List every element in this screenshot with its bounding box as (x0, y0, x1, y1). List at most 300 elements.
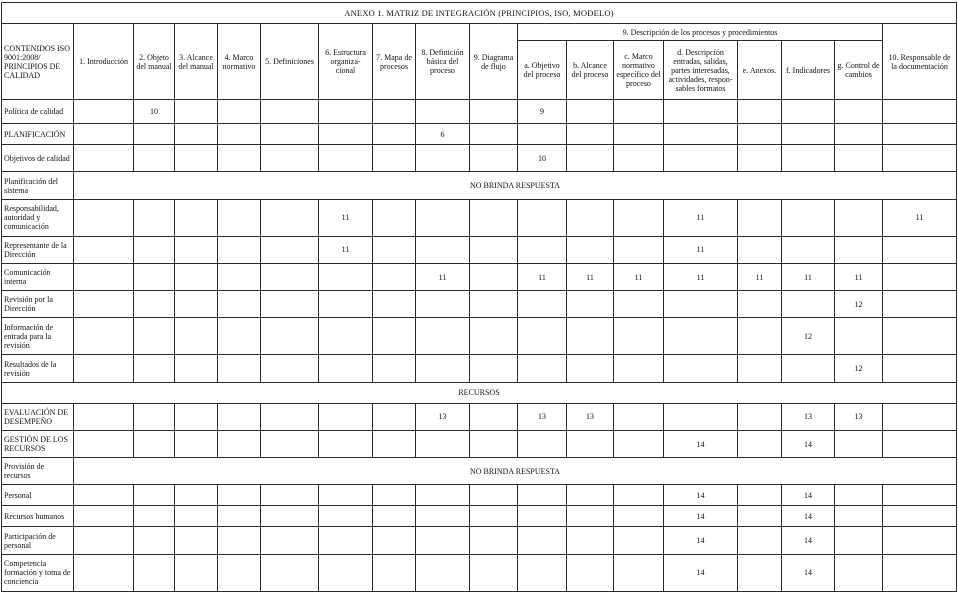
matrix-cell (835, 236, 883, 263)
matrix-cell (738, 403, 782, 430)
matrix-cell (883, 554, 957, 591)
no-response-note: NO BRINDA RESPUESTA (74, 172, 957, 199)
matrix-cell: 13 (782, 403, 835, 430)
matrix-cell (218, 430, 261, 457)
matrix-cell (614, 236, 664, 263)
table-row (2, 485, 957, 506)
matrix-cell (319, 527, 373, 554)
matrix-cell: 13 (835, 403, 883, 430)
matrix-cell: 11 (664, 199, 738, 236)
matrix-cell (373, 145, 416, 172)
matrix-cell (518, 355, 567, 382)
matrix-cell (134, 145, 175, 172)
matrix-cell (614, 485, 664, 506)
matrix-cell (470, 199, 518, 236)
matrix-cell: 13 (567, 403, 614, 430)
matrix-cell (567, 506, 614, 527)
matrix-cell (416, 485, 470, 506)
matrix-cell (261, 403, 319, 430)
matrix-cell (470, 124, 518, 145)
row-label: Representante de la Dirección (2, 236, 74, 263)
table-row (2, 263, 957, 290)
matrix-cell (835, 485, 883, 506)
matrix-cell (567, 291, 614, 318)
matrix-cell (134, 355, 175, 382)
table-row (2, 124, 957, 145)
matrix-cell (134, 124, 175, 145)
matrix-cell (175, 355, 218, 382)
matrix-cell (319, 506, 373, 527)
matrix-cell (664, 403, 738, 430)
table-row (2, 236, 957, 263)
matrix-cell (738, 430, 782, 457)
matrix-cell (664, 318, 738, 355)
matrix-cell (883, 430, 957, 457)
matrix-cell (74, 355, 134, 382)
table-row (2, 527, 957, 554)
matrix-cell (319, 100, 373, 124)
matrix-cell (261, 554, 319, 591)
matrix-cell (218, 100, 261, 124)
subcolumn-header: b. Alcance del proceso (567, 41, 614, 100)
matrix-cell (883, 100, 957, 124)
row-label: Política de calidad (2, 100, 74, 124)
matrix-cell (614, 291, 664, 318)
matrix-cell (74, 199, 134, 236)
matrix-cell (218, 318, 261, 355)
matrix-cell (261, 145, 319, 172)
matrix-cell: 6 (416, 124, 470, 145)
matrix-cell (470, 236, 518, 263)
matrix-cell (319, 124, 373, 145)
subcolumn-header: c. Marco normativo específico del proceso (614, 41, 664, 100)
matrix-cell (470, 100, 518, 124)
matrix-cell (664, 291, 738, 318)
group-header-process-description: 9. Descripción de los procesos y procedimientos (518, 24, 883, 41)
matrix-cell (470, 506, 518, 527)
table-row (2, 172, 957, 199)
matrix-cell (175, 403, 218, 430)
column-header: 4. Marco normativo (218, 24, 261, 100)
matrix-cell (518, 199, 567, 236)
matrix-cell (782, 199, 835, 236)
matrix-cell (567, 485, 614, 506)
matrix-cell (738, 355, 782, 382)
matrix-cell (218, 145, 261, 172)
matrix-cell (218, 236, 261, 263)
matrix-cell (134, 527, 175, 554)
matrix-cell: 14 (782, 506, 835, 527)
matrix-cell (835, 124, 883, 145)
matrix-cell (614, 403, 664, 430)
row-label: Recursos humanos (2, 506, 74, 527)
matrix-cell (664, 355, 738, 382)
matrix-cell (319, 355, 373, 382)
matrix-cell (373, 236, 416, 263)
integration-matrix-table (1, 2, 957, 592)
matrix-cell (518, 236, 567, 263)
matrix-cell: 14 (782, 485, 835, 506)
matrix-cell (470, 318, 518, 355)
matrix-cell (518, 527, 567, 554)
matrix-cell (738, 527, 782, 554)
matrix-cell (782, 236, 835, 263)
matrix-cell (134, 318, 175, 355)
row-label: PLANIFICACIÓN (2, 124, 74, 145)
table-row (2, 145, 957, 172)
matrix-cell (416, 527, 470, 554)
table-row (2, 458, 957, 485)
row-label: Participación de personal (2, 527, 74, 554)
matrix-cell (567, 355, 614, 382)
row-label: Comunicación interna (2, 263, 74, 290)
column-header: 3. Alcance del manual (175, 24, 218, 100)
matrix-cell (470, 403, 518, 430)
matrix-cell (518, 318, 567, 355)
matrix-cell (373, 554, 416, 591)
matrix-cell (738, 291, 782, 318)
matrix-cell: 14 (664, 430, 738, 457)
matrix-cell (738, 100, 782, 124)
matrix-cell (218, 554, 261, 591)
matrix-cell: 11 (319, 199, 373, 236)
matrix-cell (883, 236, 957, 263)
matrix-cell (567, 318, 614, 355)
matrix-cell: 11 (782, 263, 835, 290)
matrix-cell (782, 291, 835, 318)
column-header: 10. Responsable de la documentación (883, 24, 957, 100)
matrix-cell: 13 (518, 403, 567, 430)
matrix-cell (470, 554, 518, 591)
matrix-cell: 10 (518, 145, 567, 172)
matrix-cell (175, 318, 218, 355)
table-row (2, 554, 957, 591)
matrix-cell (835, 100, 883, 124)
matrix-cell (470, 145, 518, 172)
matrix-cell: 11 (835, 263, 883, 290)
matrix-cell (518, 506, 567, 527)
matrix-cell (373, 199, 416, 236)
matrix-cell (416, 145, 470, 172)
matrix-cell (373, 403, 416, 430)
matrix-cell (218, 527, 261, 554)
matrix-cell (614, 430, 664, 457)
column-header: 5. Definiciones (261, 24, 319, 100)
matrix-cell (470, 527, 518, 554)
matrix-cell (175, 506, 218, 527)
matrix-cell (614, 355, 664, 382)
matrix-cell (883, 263, 957, 290)
matrix-cell (883, 124, 957, 145)
matrix-cell (614, 506, 664, 527)
matrix-cell (175, 100, 218, 124)
matrix-cell (134, 291, 175, 318)
row-label: Personal (2, 485, 74, 506)
matrix-cell (835, 527, 883, 554)
matrix-cell (373, 527, 416, 554)
matrix-cell (74, 506, 134, 527)
matrix-cell (175, 124, 218, 145)
matrix-cell: 13 (416, 403, 470, 430)
matrix-cell (74, 318, 134, 355)
matrix-cell (218, 485, 261, 506)
matrix-cell (664, 100, 738, 124)
matrix-cell (218, 403, 261, 430)
matrix-cell (74, 403, 134, 430)
matrix-cell: 11 (518, 263, 567, 290)
matrix-cell (782, 100, 835, 124)
matrix-cell (614, 318, 664, 355)
matrix-cell (134, 485, 175, 506)
matrix-cell (614, 145, 664, 172)
matrix-cell (835, 199, 883, 236)
matrix-cell (567, 236, 614, 263)
matrix-cell (261, 355, 319, 382)
matrix-cell (567, 430, 614, 457)
row-label: Información de entrada para la revisión (2, 318, 74, 355)
row-label: Responsabilidad, autoridad y comunicación (2, 199, 74, 236)
matrix-cell (74, 100, 134, 124)
section-label: RECURSOS (2, 382, 957, 403)
matrix-cell (664, 124, 738, 145)
matrix-cell: 11 (319, 236, 373, 263)
matrix-cell (416, 236, 470, 263)
row-label: Resultados de la revisión (2, 355, 74, 382)
matrix-cell (782, 355, 835, 382)
matrix-cell (373, 124, 416, 145)
matrix-cell (175, 554, 218, 591)
matrix-cell (261, 291, 319, 318)
matrix-cell (782, 145, 835, 172)
matrix-cell (218, 199, 261, 236)
matrix-cell (518, 430, 567, 457)
column-header: 6. Estructura organiza- cional (319, 24, 373, 100)
matrix-cell (373, 263, 416, 290)
matrix-cell (319, 263, 373, 290)
matrix-cell: 9 (518, 100, 567, 124)
matrix-cell (738, 485, 782, 506)
matrix-cell (614, 527, 664, 554)
matrix-cell (470, 263, 518, 290)
matrix-cell (134, 506, 175, 527)
matrix-cell (373, 506, 416, 527)
matrix-cell (218, 291, 261, 318)
matrix-cell (416, 506, 470, 527)
table-row (2, 318, 957, 355)
matrix-cell: 14 (664, 485, 738, 506)
matrix-cell: 11 (567, 263, 614, 290)
matrix-cell (835, 145, 883, 172)
matrix-cell (738, 199, 782, 236)
matrix-cell (883, 506, 957, 527)
subcolumn-header: a. Objetivo del proceso (518, 41, 567, 100)
contents-column-header: CONTENIDOS ISO 9001:2008/ PRINCIPIOS DE CALIDAD (2, 24, 74, 100)
matrix-cell (738, 124, 782, 145)
matrix-cell (614, 554, 664, 591)
matrix-cell (614, 124, 664, 145)
matrix-cell (664, 145, 738, 172)
matrix-cell (74, 554, 134, 591)
table-row (2, 355, 957, 382)
matrix-cell (518, 124, 567, 145)
matrix-cell (518, 291, 567, 318)
column-header: 7. Mapa de procesos (373, 24, 416, 100)
matrix-cell (175, 291, 218, 318)
matrix-cell (835, 506, 883, 527)
matrix-cell: 12 (782, 318, 835, 355)
table-row (2, 506, 957, 527)
matrix-cell (175, 236, 218, 263)
matrix-cell (134, 403, 175, 430)
matrix-cell (470, 485, 518, 506)
matrix-cell: 11 (883, 199, 957, 236)
matrix-cell (416, 430, 470, 457)
matrix-cell (261, 100, 319, 124)
subcolumn-header: g. Control de cambios (835, 41, 883, 100)
table-row (2, 100, 957, 124)
matrix-cell (883, 291, 957, 318)
row-label: Revisión por la Dirección (2, 291, 74, 318)
matrix-cell: 12 (835, 355, 883, 382)
matrix-cell (319, 145, 373, 172)
row-label: Objetivos de calidad (2, 145, 74, 172)
matrix-cell (261, 236, 319, 263)
column-header: 2. Objeto del manual (134, 24, 175, 100)
matrix-cell: 14 (664, 554, 738, 591)
matrix-cell (74, 236, 134, 263)
matrix-cell (373, 100, 416, 124)
matrix-cell (261, 527, 319, 554)
matrix-cell (74, 145, 134, 172)
matrix-cell (74, 263, 134, 290)
matrix-cell (134, 554, 175, 591)
matrix-cell (175, 199, 218, 236)
matrix-cell (614, 199, 664, 236)
matrix-cell (416, 318, 470, 355)
matrix-cell (567, 145, 614, 172)
matrix-cell (175, 430, 218, 457)
matrix-cell (218, 355, 261, 382)
matrix-cell: 12 (835, 291, 883, 318)
matrix-cell (175, 485, 218, 506)
matrix-cell (835, 430, 883, 457)
matrix-cell (373, 291, 416, 318)
row-label: Competencia formación y toma de conciencia (2, 554, 74, 591)
matrix-cell (738, 554, 782, 591)
matrix-cell (175, 145, 218, 172)
table-row (2, 430, 957, 457)
matrix-cell (835, 554, 883, 591)
matrix-cell (134, 236, 175, 263)
matrix-cell (614, 100, 664, 124)
matrix-cell (74, 430, 134, 457)
matrix-cell (261, 318, 319, 355)
matrix-cell (416, 199, 470, 236)
matrix-cell (883, 355, 957, 382)
matrix-cell (883, 145, 957, 172)
matrix-cell (74, 124, 134, 145)
matrix-cell (261, 506, 319, 527)
matrix-cell (738, 318, 782, 355)
column-header: 1. Introducción (74, 24, 134, 100)
matrix-cell (738, 145, 782, 172)
matrix-cell: 11 (664, 236, 738, 263)
matrix-cell (738, 506, 782, 527)
matrix-cell (74, 485, 134, 506)
matrix-cell (470, 291, 518, 318)
matrix-cell: 14 (664, 506, 738, 527)
matrix-cell (218, 124, 261, 145)
matrix-cell (518, 485, 567, 506)
matrix-cell: 11 (738, 263, 782, 290)
section-row (2, 382, 957, 403)
matrix-cell (261, 199, 319, 236)
matrix-cell (134, 199, 175, 236)
table-row (2, 403, 957, 430)
matrix-cell (883, 527, 957, 554)
matrix-cell (416, 291, 470, 318)
matrix-cell (373, 485, 416, 506)
matrix-cell: 14 (664, 527, 738, 554)
column-header: 9. Diagrama de flujo (470, 24, 518, 100)
matrix-cell (567, 554, 614, 591)
matrix-cell (567, 100, 614, 124)
matrix-cell (319, 403, 373, 430)
matrix-cell: 14 (782, 527, 835, 554)
table-body (2, 100, 957, 592)
matrix-cell (782, 124, 835, 145)
matrix-cell (416, 100, 470, 124)
row-label: Provisión de recursos (2, 458, 74, 485)
table-title: ANEXO 1. MATRIZ DE INTEGRACIÓN (PRINCIPIOS, ISO, MODELO) (2, 3, 957, 24)
matrix-cell (373, 430, 416, 457)
matrix-cell (738, 236, 782, 263)
no-response-note: NO BRINDA RESPUESTA (74, 458, 957, 485)
matrix-cell (518, 554, 567, 591)
matrix-cell (175, 263, 218, 290)
matrix-cell (261, 485, 319, 506)
row-label: Planificación del sistema (2, 172, 74, 199)
matrix-cell: 11 (664, 263, 738, 290)
matrix-cell (218, 263, 261, 290)
matrix-cell (319, 291, 373, 318)
matrix-cell (373, 318, 416, 355)
matrix-cell (319, 318, 373, 355)
matrix-cell (261, 430, 319, 457)
row-label: EVALUACIÓN DE DESEMPEÑO (2, 403, 74, 430)
table-header (2, 3, 957, 100)
matrix-cell (175, 527, 218, 554)
matrix-cell (883, 403, 957, 430)
matrix-cell (883, 318, 957, 355)
table-row (2, 291, 957, 318)
matrix-cell (74, 291, 134, 318)
matrix-cell (319, 554, 373, 591)
matrix-cell (835, 318, 883, 355)
matrix-cell (319, 430, 373, 457)
column-header: 8. Definición básica del proceso (416, 24, 470, 100)
matrix-cell: 11 (614, 263, 664, 290)
matrix-cell (567, 527, 614, 554)
matrix-cell: 14 (782, 430, 835, 457)
matrix-cell (567, 199, 614, 236)
matrix-cell (416, 554, 470, 591)
table-row (2, 199, 957, 236)
matrix-cell (261, 263, 319, 290)
matrix-cell (470, 430, 518, 457)
matrix-cell: 11 (416, 263, 470, 290)
matrix-cell: 10 (134, 100, 175, 124)
